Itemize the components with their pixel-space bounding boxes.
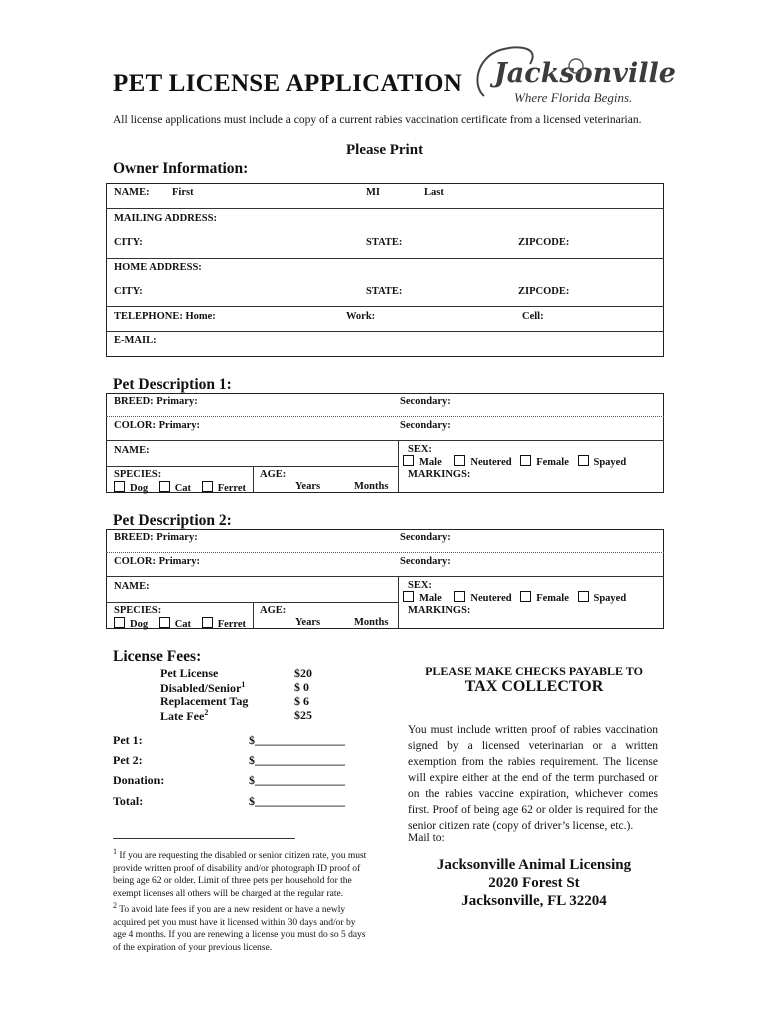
pet2-breed-primary-field[interactable]: BREED: Primary:: [114, 532, 198, 543]
pet2-sex-options: [403, 591, 626, 604]
owner-last-field[interactable]: Last: [424, 187, 444, 198]
pet2-fee-input[interactable]: $_______________: [249, 753, 345, 767]
jacksonville-logo: [470, 38, 676, 114]
donation-label: Donation:: [113, 773, 165, 787]
pet1-age-years-field[interactable]: Years: [295, 481, 321, 492]
pet1-section-heading: Pet Description 1:: [113, 376, 232, 393]
mail-address-line: 2020 Forest St: [488, 875, 580, 891]
pet1-age-months-field[interactable]: Months: [354, 481, 389, 492]
license-fees-heading: License Fees:: [113, 648, 202, 665]
payable-line: PLEASE MAKE CHECKS PAYABLE TO: [425, 664, 643, 678]
pet2-age-months-field[interactable]: Months: [354, 617, 389, 628]
pet1-breed-secondary-field[interactable]: Secondary:: [400, 396, 451, 407]
fee-item-amount: $ 0: [294, 680, 309, 694]
home-state-field[interactable]: STATE:: [366, 286, 403, 297]
checkbox-icon: [403, 455, 414, 466]
pet2-cat-checkbox[interactable]: Cat: [159, 619, 191, 630]
checkbox-icon: [403, 591, 414, 602]
logo-graphic: [470, 38, 676, 114]
total-input[interactable]: $_______________: [249, 794, 345, 808]
pet1-color-secondary-field[interactable]: Secondary:: [400, 420, 451, 431]
home-city-field[interactable]: CITY:: [114, 286, 143, 297]
footnotes: [113, 846, 368, 954]
payable-recipient: TAX COLLECTOR: [464, 678, 604, 695]
pet2-box: [106, 529, 664, 629]
fee-item-label: Pet License: [160, 666, 219, 680]
rabies-requirement-text: You must include written proof of rabies vaccination signed by a licensed veterinarian or a written exemption from the rabies requirement. The license will expire either at the end of the term purchased or on the rabies vaccine expiration, whichever comes first. Proof of being age 62 or older is required for the senior citizen rate (copy of driver’s license, etc.).: [408, 724, 658, 832]
email-field[interactable]: E-MAIL:: [114, 335, 157, 346]
footnote-2: $^2$ To avoid late fees if you are a new resident or have a newly acquired pet you must have it licensed within 30 days and/or by age 4 months. If you are renewing a license you must do so 5 days of the expiration of your previous license.: [113, 901, 366, 953]
pet2-name-field[interactable]: NAME:: [114, 581, 150, 592]
pet1-neutered-checkbox[interactable]: Neutered: [454, 457, 511, 468]
donation-input[interactable]: $_______________: [249, 773, 345, 787]
fee-item-label: Late Fee$^2$: [160, 708, 209, 723]
pet1-female-checkbox[interactable]: Female: [520, 457, 569, 468]
checkbox-icon: [114, 617, 125, 628]
checkbox-icon: [578, 591, 589, 602]
pet1-species-label: SPECIES:: [114, 469, 162, 480]
mail-address-line: Jacksonville, FL 32204: [461, 893, 607, 909]
pet2-dog-checkbox[interactable]: Dog: [114, 619, 148, 630]
owner-name-label: NAME:: [114, 187, 150, 198]
pet2-breed-secondary-field[interactable]: Secondary:: [400, 532, 451, 543]
checkbox-icon: [454, 591, 465, 602]
checkbox-icon: [202, 617, 213, 628]
home-zip-field[interactable]: ZIPCODE:: [518, 286, 570, 297]
pet2-sex-label: SEX:: [408, 580, 432, 591]
pet1-spayed-checkbox[interactable]: Spayed: [578, 457, 627, 468]
pet2-markings-field[interactable]: MARKINGS:: [408, 605, 471, 616]
mailing-city-field[interactable]: CITY:: [114, 237, 143, 248]
logo-tagline: Where Florida Begins.: [514, 90, 633, 105]
fee-item-amount: $25: [294, 708, 312, 722]
pet2-female-checkbox[interactable]: Female: [520, 593, 569, 604]
total-label: Total:: [113, 794, 144, 808]
home-address-field[interactable]: HOME ADDRESS:: [114, 262, 202, 273]
checkbox-icon: [202, 481, 213, 492]
page-title: PET LICENSE APPLICATION: [113, 70, 463, 97]
pet1-breed-primary-field[interactable]: BREED: Primary:: [114, 396, 198, 407]
checkbox-icon: [454, 455, 465, 466]
checkbox-icon: [578, 455, 589, 466]
telephone-work-field[interactable]: Work:: [346, 311, 376, 322]
pet2-age-label: AGE:: [260, 605, 287, 616]
pet1-dog-checkbox[interactable]: Dog: [114, 483, 148, 494]
pet2-color-secondary-field[interactable]: Secondary:: [400, 556, 451, 567]
mailing-state-field[interactable]: STATE:: [366, 237, 403, 248]
pet2-species-label: SPECIES:: [114, 605, 162, 616]
pet1-box: [106, 393, 664, 493]
pet1-fee-input[interactable]: $_______________: [249, 733, 345, 747]
pet2-age-years-field[interactable]: Years: [295, 617, 321, 628]
fee-item-label: Replacement Tag: [160, 694, 249, 708]
checkbox-icon: [159, 481, 170, 492]
checkbox-icon: [520, 455, 531, 466]
please-print-label: Please Print: [346, 142, 424, 158]
pet2-ferret-checkbox[interactable]: Ferret: [202, 619, 246, 630]
pet2-species-options: [114, 617, 246, 630]
pet1-fee-label: Pet 1:: [113, 733, 143, 747]
pet2-fee-label: Pet 2:: [113, 753, 143, 767]
intro-text: All license applications must include a copy of a current rabies vaccination certificate from a licensed veterinarian.: [113, 114, 642, 126]
mailing-address-field[interactable]: MAILING ADDRESS:: [114, 213, 217, 224]
pet2-section-heading: Pet Description 2:: [113, 512, 232, 529]
telephone-home-field[interactable]: TELEPHONE: Home:: [114, 311, 216, 322]
pet2-neutered-checkbox[interactable]: Neutered: [454, 593, 511, 604]
logo-word: Jacksonville: [494, 58, 676, 89]
pet2-color-primary-field[interactable]: COLOR: Primary:: [114, 556, 201, 567]
pet1-markings-field[interactable]: MARKINGS:: [408, 469, 471, 480]
pet1-sex-label: SEX:: [408, 444, 432, 455]
pet1-color-primary-field[interactable]: COLOR: Primary:: [114, 420, 201, 431]
fee-item-amount: $ 6: [294, 694, 309, 708]
owner-section-heading: Owner Information:: [113, 160, 249, 177]
pet1-cat-checkbox[interactable]: Cat: [159, 483, 191, 494]
pet1-male-checkbox[interactable]: Male: [403, 457, 442, 468]
pet1-sex-options: [403, 455, 626, 468]
pet1-ferret-checkbox[interactable]: Ferret: [202, 483, 246, 494]
owner-mi-field[interactable]: MI: [366, 187, 380, 198]
mailing-zip-field[interactable]: ZIPCODE:: [518, 237, 570, 248]
owner-first-field[interactable]: First: [172, 187, 194, 198]
mail-address-line: Jacksonville Animal Licensing: [436, 857, 632, 873]
pet1-age-label: AGE:: [260, 469, 287, 480]
fee-item-amount: $20: [294, 666, 312, 680]
pet1-species-options: [114, 481, 246, 494]
telephone-cell-field[interactable]: Cell:: [522, 311, 544, 322]
fee-item-label: Disabled/Senior$^1$: [160, 680, 246, 695]
mail-to-label: Mail to:: [408, 832, 445, 844]
pet2-male-checkbox[interactable]: Male: [403, 593, 442, 604]
pet1-name-field[interactable]: NAME:: [114, 445, 150, 456]
footnote-1: $^1$ If you are requesting the disabled or senior citizen rate, you must provide written proof of disability and/or photograph ID proof of being age 62 or older. Limit of three pets per household for the exempt licenses all others will be charged at the regular rate.: [113, 847, 367, 899]
checkbox-icon: [114, 481, 125, 492]
footnote-divider: [113, 838, 295, 839]
checkbox-icon: [520, 591, 531, 602]
pet2-spayed-checkbox[interactable]: Spayed: [578, 593, 627, 604]
checkbox-icon: [159, 617, 170, 628]
